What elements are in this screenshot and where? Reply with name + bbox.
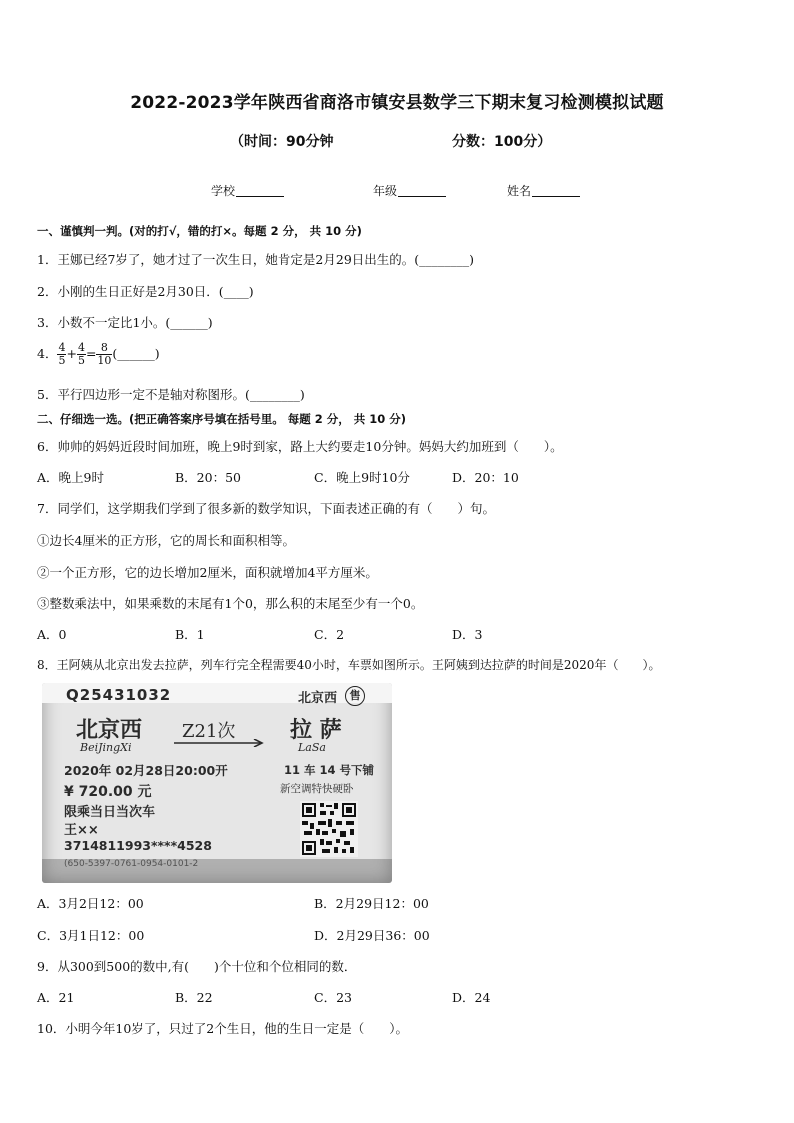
q7-statement-3: ③整数乘法中，如果乘数的末尾有1个0，那么积的末尾至少有一个0。 (37, 596, 424, 611)
q6-option-c[interactable]: C．晚上9时10分 (314, 470, 410, 485)
q8-option-a[interactable]: A．3月2日12：00 (37, 896, 144, 911)
q6-option-b[interactable]: B．20：50 (175, 470, 241, 485)
q6-option-a[interactable]: A．晚上9时 (37, 470, 104, 485)
name-field[interactable] (507, 182, 580, 199)
plus-sign: + (66, 346, 77, 361)
question-5: 5．平行四边形一定不是轴对称图形。(________) (37, 387, 305, 402)
exam-score: 分数：100分） (452, 134, 552, 150)
ticket-id-number: 3714811993****4528 (64, 838, 212, 853)
section1-heading: 一、谨慎判一判。(对的打√，错的打×。每题 2 分， 共 10 分) (37, 224, 362, 238)
q9-option-c[interactable]: C．23 (314, 990, 352, 1005)
q9-option-d[interactable]: D．24 (452, 990, 491, 1005)
ticket-datetime: 2020年 02月28日20:00开 (64, 763, 228, 778)
q4-number: 4． (37, 346, 58, 361)
name-label: 姓名 (507, 184, 532, 198)
exam-title: 2022-2023学年陕西省商洛市镇安县数学三下期末复习检测模拟试题 (130, 93, 664, 113)
school-label: 学校 (211, 184, 236, 198)
frac-den: 5 (58, 354, 66, 367)
q6-option-d[interactable]: D．20：10 (452, 470, 519, 485)
question-6: 6．帅帅的妈妈近段时间加班，晚上9时到家，路上大约要走10分钟。妈妈大约加班到（ ）。 (37, 439, 563, 454)
question-9: 9．从300到500的数中,有( )个十位和个位相同的数． (37, 959, 357, 974)
ticket-to-pinyin: LaSa (298, 741, 326, 754)
qr-code-icon (300, 801, 358, 857)
grade-label: 年级 (373, 184, 398, 198)
q9-option-b[interactable]: B．22 (175, 990, 213, 1005)
q7-option-c[interactable]: C．2 (314, 627, 345, 642)
q7-statement-2: ②一个正方形，它的边长增加2厘米，面积就增加4平方厘米。 (37, 565, 378, 580)
question-4 (37, 342, 160, 367)
frac-num: 8 (96, 342, 112, 355)
question-1: 1．王娜已经7岁了，她才过了一次生日，她肯定是2月29日出生的。(________) (37, 252, 475, 267)
grade-blank[interactable] (398, 184, 446, 197)
school-field[interactable] (211, 182, 284, 199)
ticket-from-pinyin: BeiJingXi (80, 741, 132, 754)
ticket-from-station: 北京西 (76, 717, 143, 743)
ticket-bottom-shadow (42, 859, 392, 883)
ticket-carriage-type: 新空调特快硬卧 (280, 783, 354, 795)
frac-num: 4 (58, 341, 66, 354)
question-2: 2．小刚的生日正好是2月30日．(____) (37, 284, 254, 299)
ticket-price: ¥ 720.00 元 (64, 784, 152, 800)
exam-time: （时间：90分钟 (230, 134, 334, 150)
ticket-seat: 11 车 14 号下铺 (284, 763, 375, 777)
sale-stamp-icon: 售 (345, 686, 365, 706)
question-8: 8．王阿姨从北京出发去拉萨，列车行完全程需要40小时，车票如图所示。王阿姨到达拉萨的时间是2020年（ ）。 (37, 658, 661, 672)
q7-option-d[interactable]: D．3 (452, 627, 483, 642)
q8-option-c[interactable]: C．3月1日12：00 (37, 928, 145, 943)
q7-option-a[interactable]: A．0 (37, 627, 67, 642)
ticket-passenger: 王×× (64, 823, 99, 838)
school-blank[interactable] (236, 184, 284, 197)
grade-field[interactable] (373, 182, 446, 199)
ticket-serial: Q25431032 (66, 686, 172, 704)
equals-sign: = (85, 346, 97, 361)
q8-option-d[interactable]: D．2月29日36：00 (314, 928, 430, 943)
q8-option-b[interactable]: B．2月29日12：00 (314, 896, 429, 911)
frac-num: 4 (77, 341, 85, 354)
q7-option-b[interactable]: B．1 (175, 627, 205, 642)
frac-den: 5 (77, 354, 85, 367)
q7-statement-1: ①边长4厘米的正方形，它的周长和面积相等。 (37, 533, 295, 548)
ticket-station-stamp: 北京西 (298, 691, 338, 706)
fraction-4-5-b (77, 342, 86, 367)
ticket-train-number: Z21次 (182, 721, 236, 742)
arrow-right-icon (174, 739, 266, 747)
ticket-to-station: 拉 萨 (290, 717, 342, 743)
name-blank[interactable] (532, 184, 580, 197)
ticket-footer-code: (650-5397-0761-0954-0101-2 (64, 859, 199, 869)
frac-den: 10 (97, 354, 112, 367)
ticket-validity: 限乘当日当次车 (64, 805, 156, 820)
train-ticket-image (42, 683, 392, 883)
q4-answer-blank: (______) (112, 346, 160, 361)
q9-option-a[interactable]: A．21 (37, 990, 75, 1005)
question-10: 10．小明今年10岁了，只过了2个生日，他的生日一定是（ ）。 (37, 1021, 409, 1036)
fraction-8-10 (96, 342, 112, 367)
section2-heading: 二、仔细选一选。(把正确答案序号填在括号里。 每题 2 分， 共 10 分) (37, 412, 407, 426)
question-7: 7．同学们，这学期我们学到了很多新的数学知识，下面表述正确的有（ ）句。 (37, 501, 495, 516)
question-3: 3．小数不一定比1小。(______) (37, 315, 213, 330)
